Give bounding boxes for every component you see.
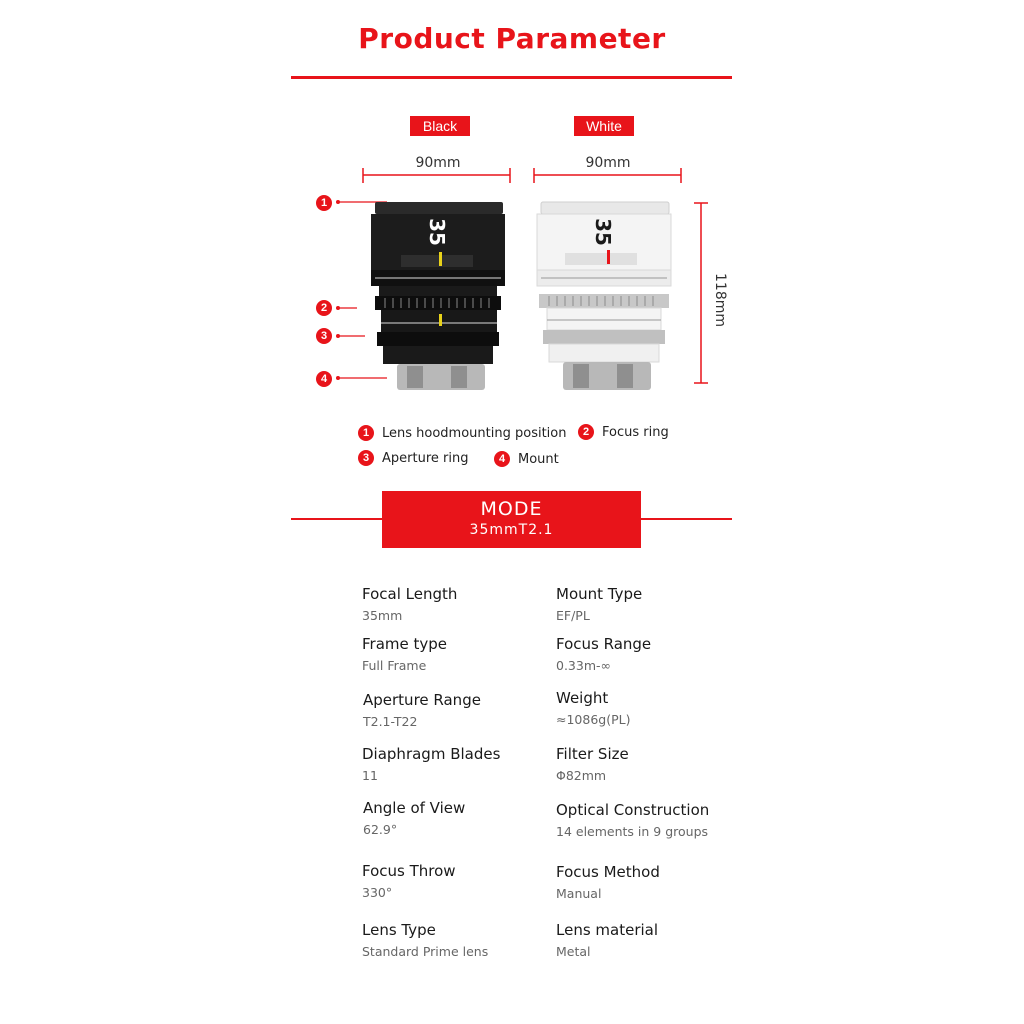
variant-tag-black: Black <box>410 116 470 136</box>
spec-frame-type <box>362 634 552 675</box>
legend-item-hood <box>358 425 566 441</box>
callout-2-badge: 2 <box>316 300 332 316</box>
spec-value: T2.1-T22 <box>363 714 418 729</box>
spec-label: Mount Type <box>556 585 643 603</box>
mode-rule-left <box>291 518 382 520</box>
spec-lens-type <box>362 920 552 961</box>
lens-diagram <box>291 160 732 400</box>
spec-diaphragm-blades <box>362 744 552 785</box>
legend-badge: 4 <box>494 451 510 467</box>
legend-label: Aperture ring <box>382 450 469 466</box>
spec-value: 0.33m-∞ <box>556 658 611 673</box>
white-width-label: 90mm <box>585 155 631 171</box>
callout-1-badge: 1 <box>316 195 332 211</box>
spec-lens-material <box>556 920 746 961</box>
page-title: Product Parameter <box>358 22 666 55</box>
spec-value: Full Frame <box>362 658 427 673</box>
spec-label: Focus Method <box>556 863 660 881</box>
height-dimension <box>694 203 708 383</box>
spec-label: Angle of View <box>363 799 466 817</box>
spec-label: Weight <box>556 689 609 707</box>
mode-title: MODE <box>480 498 543 520</box>
legend-item-focus <box>578 424 669 440</box>
legend-label: Mount <box>518 451 559 467</box>
legend-badge: 1 <box>358 425 374 441</box>
spec-label: Optical Construction <box>556 801 710 819</box>
spec-value: Metal <box>556 944 591 959</box>
spec-focus-method <box>556 862 746 903</box>
legend-label: Focus ring <box>602 424 669 440</box>
black-width-label: 90mm <box>415 155 461 171</box>
spec-label: Focus Range <box>556 635 652 653</box>
spec-mount-type <box>556 584 746 625</box>
title-divider <box>291 76 732 79</box>
spec-label: Filter Size <box>556 745 629 763</box>
legend-item-mount <box>494 451 559 467</box>
spec-value: ≈1086g(PL) <box>556 712 631 727</box>
spec-value: Manual <box>556 886 602 901</box>
height-label: 118mm <box>712 273 728 327</box>
legend-label: Lens hoodmounting position <box>382 425 567 441</box>
callout-3-badge: 3 <box>316 328 332 344</box>
spec-label: Aperture Range <box>363 691 481 709</box>
mode-banner <box>382 491 641 548</box>
spec-focus-throw <box>362 861 552 902</box>
legend-badge: 3 <box>358 450 374 466</box>
spec-value: 35mm <box>362 608 403 623</box>
spec-value: 11 <box>362 768 378 783</box>
legend-badge: 2 <box>578 424 594 440</box>
spec-filter-size <box>556 744 746 785</box>
spec-label: Focus Throw <box>362 862 456 880</box>
variant-tag-white: White <box>574 116 634 136</box>
white-lens-marking: 35 <box>591 218 615 246</box>
spec-value: EF/PL <box>556 608 590 623</box>
spec-value: Standard Prime lens <box>362 944 489 959</box>
spec-label: Lens Type <box>362 921 436 939</box>
spec-value: 62.9° <box>363 822 398 837</box>
spec-value: Φ82mm <box>556 768 607 783</box>
spec-angle-of-view <box>363 798 553 839</box>
black-width-dimension <box>363 168 510 183</box>
spec-label: Lens material <box>556 921 659 939</box>
mode-model: 35mmT2.1 <box>469 522 554 538</box>
spec-aperture-range <box>363 690 553 731</box>
spec-weight <box>556 688 746 729</box>
mode-rule-right <box>641 518 732 520</box>
callout-dots <box>336 200 340 380</box>
white-width-dimension <box>534 168 681 183</box>
callout-4-badge: 4 <box>316 371 332 387</box>
spec-value: 14 elements in 9 groups <box>556 824 709 839</box>
legend-item-aperture <box>358 450 468 466</box>
spec-label: Focal Length <box>362 585 458 603</box>
black-lens-marking: 35 <box>425 218 449 246</box>
spec-label: Frame type <box>362 635 448 653</box>
spec-focal-length <box>362 584 552 625</box>
spec-label: Diaphragm Blades <box>362 745 501 763</box>
spec-optical-construction <box>556 800 746 841</box>
spec-value: 330° <box>362 885 393 900</box>
spec-focus-range <box>556 634 746 675</box>
